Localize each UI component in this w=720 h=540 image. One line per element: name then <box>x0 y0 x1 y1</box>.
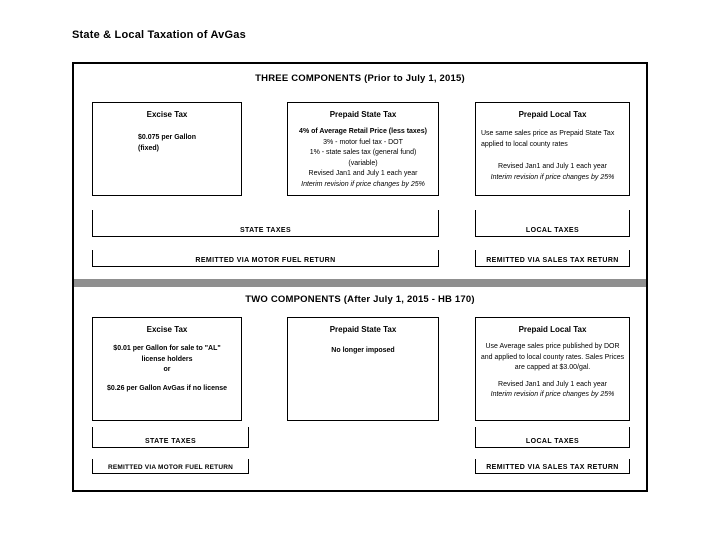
excise-fixed-line: (fixed) <box>138 144 159 152</box>
local-taxes-label: LOCAL TAXES <box>525 227 580 234</box>
section-header-two-components: TWO COMPONENTS (After July 1, 2015 - HB 170) <box>245 294 475 305</box>
remitted-motor-fuel-bracket-before <box>92 250 439 267</box>
box-excise-tax-after <box>92 317 242 421</box>
remitted-sales-tax-bracket-after <box>475 459 630 474</box>
remitted-motor-fuel-bracket-after <box>92 459 249 474</box>
section-header-three-components: THREE COMPONENTS (Prior to July 1, 2015) <box>255 73 465 84</box>
box-title: Prepaid State Tax <box>329 325 397 334</box>
prepaid-state-detail-line: 1% - state sales tax (general fund) <box>309 149 417 156</box>
prepaid-state-detail-line: 3% - motor fuel tax - DOT <box>323 138 403 146</box>
remitted-sales-tax-label: REMITTED VIA SALES TAX RETURN <box>486 464 619 471</box>
box-title: Prepaid State Tax <box>329 110 397 119</box>
box-body <box>138 133 196 154</box>
local-taxes-bracket-before <box>475 210 630 237</box>
state-taxes-bracket-after <box>92 427 249 448</box>
interim-revision-line: Interim revision if price changes by 25% <box>490 391 615 398</box>
box-title: Prepaid Local Tax <box>518 110 587 119</box>
excise-no-license-line: $0.26 per Gallon AvGas if no license <box>106 384 228 392</box>
revised-line: Revised Jan1 and July 1 each year <box>498 380 607 388</box>
box-prepaid-state-tax-after <box>287 317 439 421</box>
interim-revision-line: Interim revision if price changes by 25% <box>490 173 615 181</box>
state-taxes-label: STATE TAXES <box>144 438 197 445</box>
excise-rate-line: $0.075 per Gallon <box>138 134 196 141</box>
remitted-sales-tax-label: REMITTED VIA SALES TAX RETURN <box>486 257 619 264</box>
box-title: Excise Tax <box>146 325 188 334</box>
remitted-sales-tax-bracket-before <box>475 250 630 267</box>
excise-or-line: or <box>163 366 171 373</box>
box-excise-tax-before <box>92 102 242 196</box>
box-title: Prepaid Local Tax <box>518 325 587 334</box>
excise-license-line: license holders <box>141 355 193 363</box>
interim-revision-line: Interim revision if price changes by 25% <box>301 180 425 188</box>
prepaid-state-rate-line: 4% of Average Retail Price (less taxes) <box>299 128 427 135</box>
box-prepaid-local-tax-after <box>475 317 630 421</box>
excise-rate-line: $0.01 per Gallon for sale to "AL" <box>113 345 221 352</box>
no-longer-imposed-line: No longer imposed <box>331 347 395 354</box>
box-title: Excise Tax <box>146 110 188 119</box>
box-prepaid-local-tax-before <box>475 102 630 196</box>
prepaid-local-body: Use same sales price as Prepaid State Tax applied to local county rates <box>481 130 615 148</box>
local-taxes-label: LOCAL TAXES <box>525 438 580 445</box>
page-title: State & Local Taxation of AvGas <box>72 29 246 41</box>
local-taxes-bracket-after <box>475 427 630 448</box>
section-divider-bar <box>74 279 646 287</box>
box-prepaid-state-tax-before <box>287 102 439 196</box>
prepaid-local-body: Use Average sales price published by DOR and applied to local county rates. Sales Prices are capped at $3.00/gal. <box>480 343 625 371</box>
prepaid-state-detail-line: (variable) <box>348 159 378 167</box>
state-taxes-bracket-before <box>92 210 439 237</box>
diagram-frame <box>72 62 648 492</box>
revised-line: Revised Jan1 and July 1 each year <box>308 170 418 177</box>
remitted-motor-fuel-label: REMITTED VIA MOTOR FUEL RETURN <box>195 257 336 264</box>
remitted-motor-fuel-label: REMITTED VIA MOTOR FUEL RETURN <box>107 464 234 471</box>
revised-line: Revised Jan1 and July 1 each year <box>498 163 607 170</box>
state-taxes-label: STATE TAXES <box>239 227 292 234</box>
